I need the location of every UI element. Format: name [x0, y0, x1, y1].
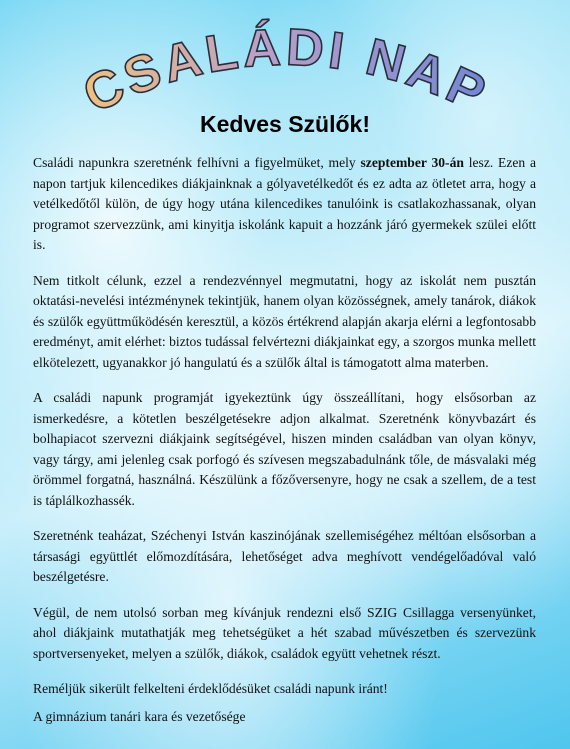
title-word-nap: NAP	[360, 28, 498, 125]
intro-text-end: lesz. Ezen a napon tartjuk kilencedikes diákjainknak a gólyavetélkedőt és ez adta az ötletet arra, hogy a vetélkedőtől külön, de úgy hogy utána kilencedikes tanulóink is csatlakozhassanak, olyan programot szervezzünk, ami kinyitja iskolánk kapuit a hozzánk járó gyermekek szülei előtt is.	[33, 155, 536, 252]
paragraph-goal: Nem titkolt célunk, ezzel a rendezvénnyel megmutatni, hogy az iskolát nem pusztán oktatási-nevelési intézménynek tekintjük, hanem olyan közösségnek, amely tanárok, diákok és szülők együttműködésén keresztül, a közös értékrend alapján akarja elérni a legfontosabb eredményt, amit elérhet: biztos tudással felvértezni diákjainkat egy, a szorgos munka mellett elkötelezett, ugyanakkor jó hangulatú és a szülők által is támogatott alma materben.	[33, 272, 536, 370]
title-wordart	[75, 18, 497, 124]
greeting-heading: Kedves Szülők!	[200, 111, 370, 137]
paragraph-program: A családi napunk programját igyekeztünk úgy összeállítani, hogy elsősorban az ismerkedésre, a kötetlen beszélgetésekre adjon alkalmat. Szeretnénk könyvbazárt és bolhapiacot szervezni diákjaink segítségével, hiszen minden családban van olyan könyv, vagy tárgy, ami jelenleg csak porfogó és szívesen megszabadulnánk tőle, de másvalaki még örömmel forgatná, használná. Készülünk a főzőversenyre, hogy ne csak a szellem, de a test is táplálkozhassék.	[33, 390, 536, 508]
paragraph-closing: Reméljük sikerült felkelteni érdeklődésüket családi napunk iránt!	[33, 681, 388, 696]
letter-body	[33, 153, 536, 734]
intro-text-start: Családi napunkra szeretnénk felhívni a figyelmüket, mely	[33, 155, 361, 170]
paragraph-intro	[33, 153, 536, 256]
paragraph-competition: Végül, de nem utolsó sorban meg kívánjuk rendezni első SZIG Csillagga versenyünket, ahol diákjaink mutathatják meg tehetségüket a hét szabad művészetben és szervezünk sportversenyeket, melyen a szülők, diákok, családok együtt vehetnek részt.	[33, 604, 536, 661]
paragraph-teahouse: Szeretnénk teaházat, Széchenyi István kaszinójának szellemiségéhez méltóan elsősorban a társasági együttlét előmozdítására, lehetőséget adva meghívott vendégelőadóval való beszélgetésre.	[33, 528, 536, 584]
signature: A gimnázium tanári kara és vezetősége	[33, 708, 246, 724]
event-date: szeptember 30-án	[360, 155, 464, 170]
title-word-csaladi: CSALÁDI	[74, 18, 352, 125]
